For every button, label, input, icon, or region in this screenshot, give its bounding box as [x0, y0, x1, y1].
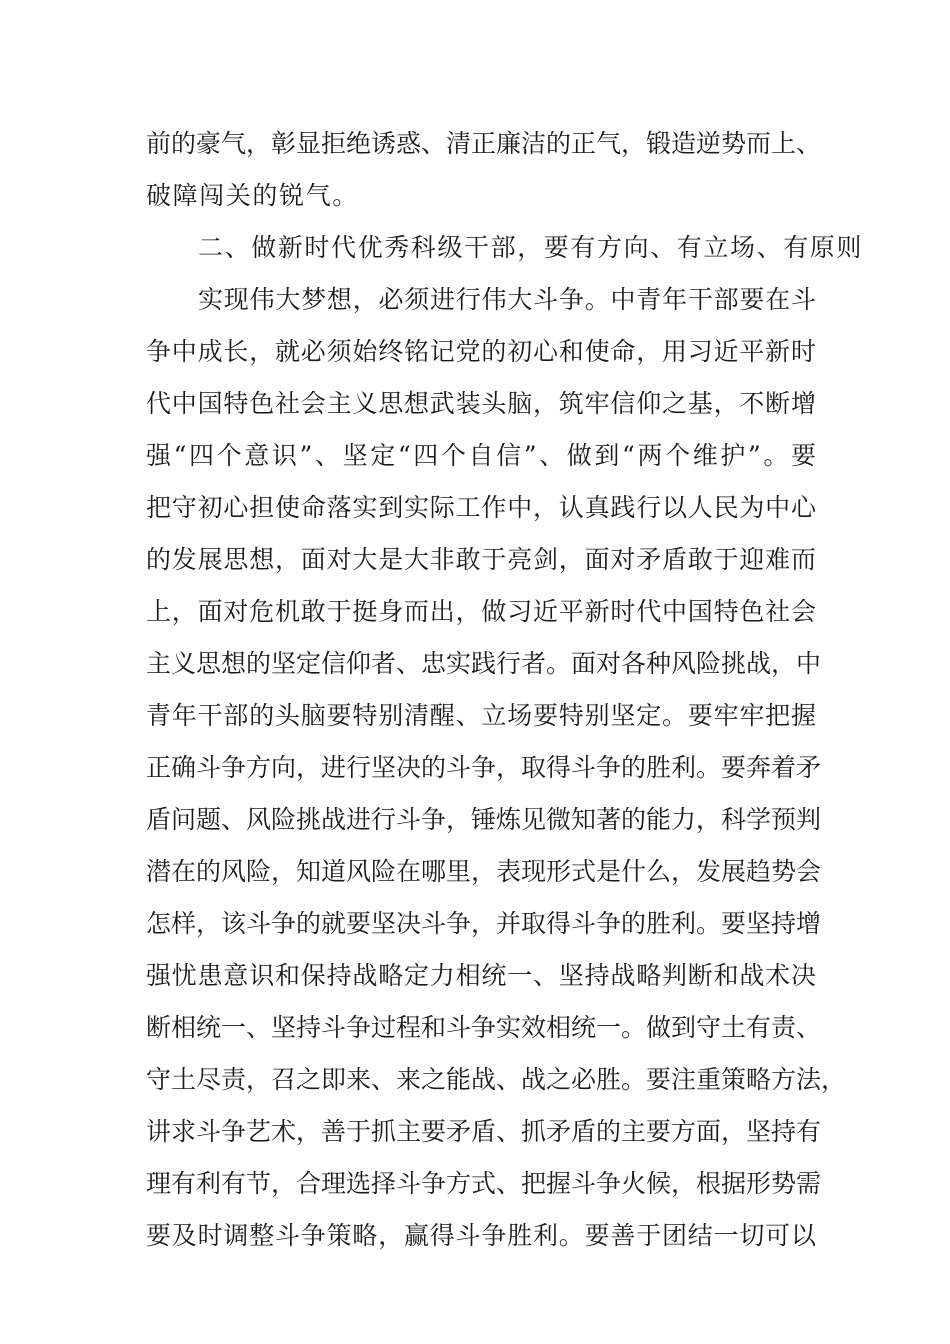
text-line: 主义思想的坚定信仰者、忠实践行者。面对各种风险挑战，中 [146, 649, 822, 678]
text-line: 怎样，该斗争的就要坚决斗争，并取得斗争的胜利。要坚持增 [146, 909, 822, 938]
text-line: 盾问题、风险挑战进行斗争，锤炼见微知著的能力，科学预判 [146, 805, 822, 834]
text-line: 强“四个意识”、坚定“四个自信”、做到“两个维护”。要 [146, 441, 816, 470]
text-line: 前的豪气，彰显拒绝诱惑、清正廉洁的正气，锻造逆势而上、 [146, 129, 822, 158]
body-text [146, 118, 864, 1262]
text-line: 青年干部的头脑要特别清醒、立场要特别坚定。要牢牢把握 [146, 701, 816, 730]
text-line: 上，面对危机敢于挺身而出，做习近平新时代中国特色社会 [146, 597, 816, 626]
text-line: 守土尽责，召之即来、来之能战、战之必胜。要注重策略方法， [146, 1065, 847, 1094]
text-line: 强忧患意识和保持战略定力相统一、坚持战略判断和战术决 [146, 961, 816, 990]
text-line: 破障闯关的锐气。 [146, 181, 359, 210]
text-line: 潜在的风险，知道风险在哪里，表现形式是什么，发展趋势会 [146, 857, 822, 886]
paragraph-first-line: 实现伟大梦想，必须进行伟大斗争。中青年干部要在斗 [198, 285, 816, 314]
section-heading: 二、做新时代优秀科级干部，要有方向、有立场、有原则 [198, 233, 864, 262]
text-line: 要及时调整斗争策略，赢得斗争胜利。要善于团结一切可以 [146, 1221, 816, 1250]
text-line: 争中成长，就必须始终铭记党的初心和使命，用习近平新时 [146, 337, 816, 366]
text-line: 断相统一、坚持斗争过程和斗争实效相统一。做到守土有责、 [146, 1013, 822, 1042]
text-line: 把守初心担使命落实到实际工作中，认真践行以人民为中心 [146, 493, 816, 522]
text-line: 正确斗争方向，进行坚决的斗争，取得斗争的胜利。要奔着矛 [146, 753, 822, 782]
text-line: 代中国特色社会主义思想武装头脑，筑牢信仰之基，不断增 [146, 389, 816, 418]
text-line: 理有利有节，合理选择斗争方式、把握斗争火候，根据形势需 [146, 1169, 822, 1198]
text-line: 的发展思想，面对大是大非敢于亮剑，面对矛盾敢于迎难而 [146, 545, 816, 574]
text-line: 讲求斗争艺术，善于抓主要矛盾、抓矛盾的主要方面，坚持有 [146, 1117, 822, 1146]
